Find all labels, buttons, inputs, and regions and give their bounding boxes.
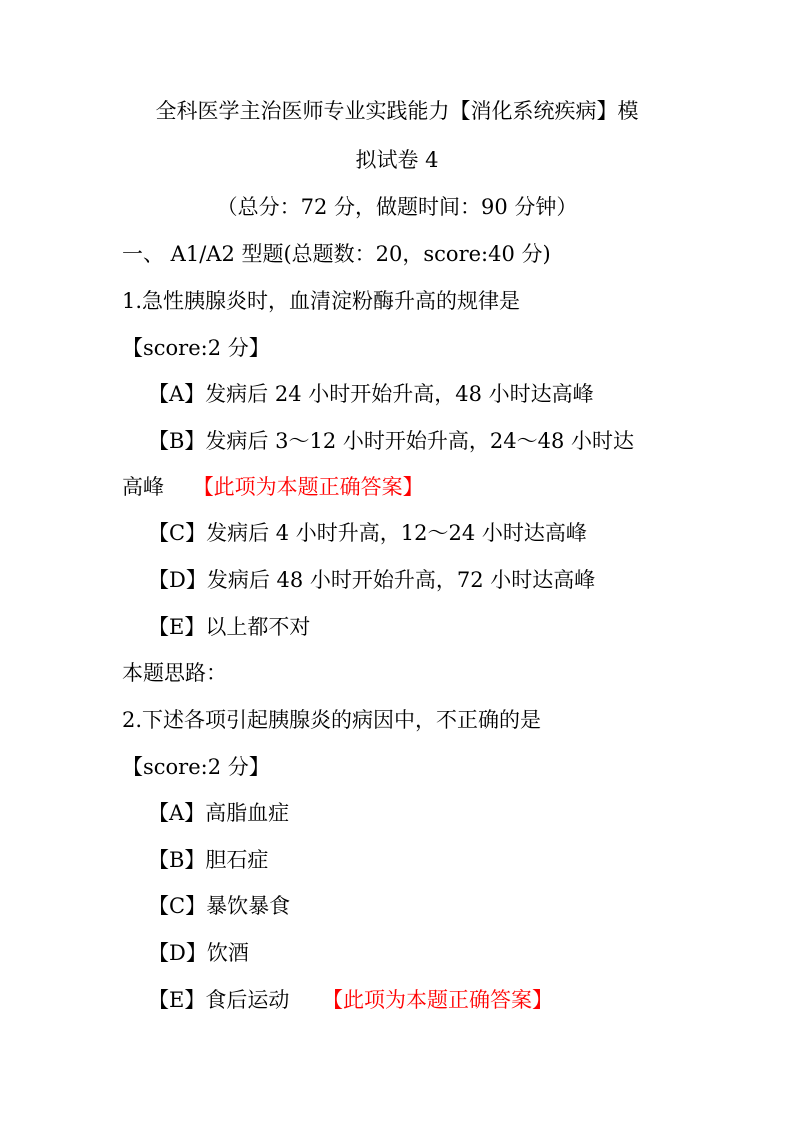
question-1-option-a: 【A】发病后 24 小时开始升高，48 小时达高峰 [148, 382, 594, 406]
question-2-option-d: 【D】饮酒 [148, 941, 249, 965]
question-2-option-e [148, 986, 553, 1014]
question-1-score: 【score:2 分】 [122, 336, 270, 360]
section-heading: 一、 A1/A2 型题(总题数：20，score:40 分) [122, 242, 551, 266]
question-1-stem: 1.急性胰腺炎时，血清淀粉酶升高的规律是 [122, 289, 521, 313]
exam-title-line-1: 全科医学主治医师专业实践能力【消化系统疾病】模 [155, 99, 639, 123]
question-2-option-a: 【A】高脂血症 [148, 801, 290, 825]
question-1-correct-answer-mark: 【此项为本题正确答案】 [192, 475, 424, 499]
question-2-correct-answer-mark: 【此项为本题正确答案】 [322, 988, 554, 1012]
question-2-option-e-text: 【E】食后运动 [148, 988, 290, 1012]
question-1-option-b-continuation: 高峰 [122, 475, 164, 499]
question-2-stem: 2.下述各项引起胰腺炎的病因中，不正确的是 [122, 708, 542, 732]
question-1-explanation-label: 本题思路： [122, 661, 227, 685]
question-2-option-b: 【B】胆石症 [148, 848, 269, 872]
question-1-option-d: 【D】发病后 48 小时开始升高，72 小时达高峰 [148, 568, 596, 592]
question-2-score: 【score:2 分】 [122, 755, 270, 779]
exam-title-line-2: 拟试卷 4 [355, 148, 439, 172]
exam-summary: （总分：72 分，做题时间：90 分钟） [216, 195, 578, 219]
question-1-option-b: 【B】发病后 3～12 小时开始升高，24～48 小时达 [148, 429, 634, 453]
question-1-option-b-continued [122, 473, 424, 501]
question-1-option-c: 【C】发病后 4 小时升高，12～24 小时达高峰 [148, 521, 587, 545]
question-1-option-e: 【E】以上都不对 [148, 615, 311, 639]
question-2-option-c: 【C】暴饮暴食 [148, 894, 291, 918]
